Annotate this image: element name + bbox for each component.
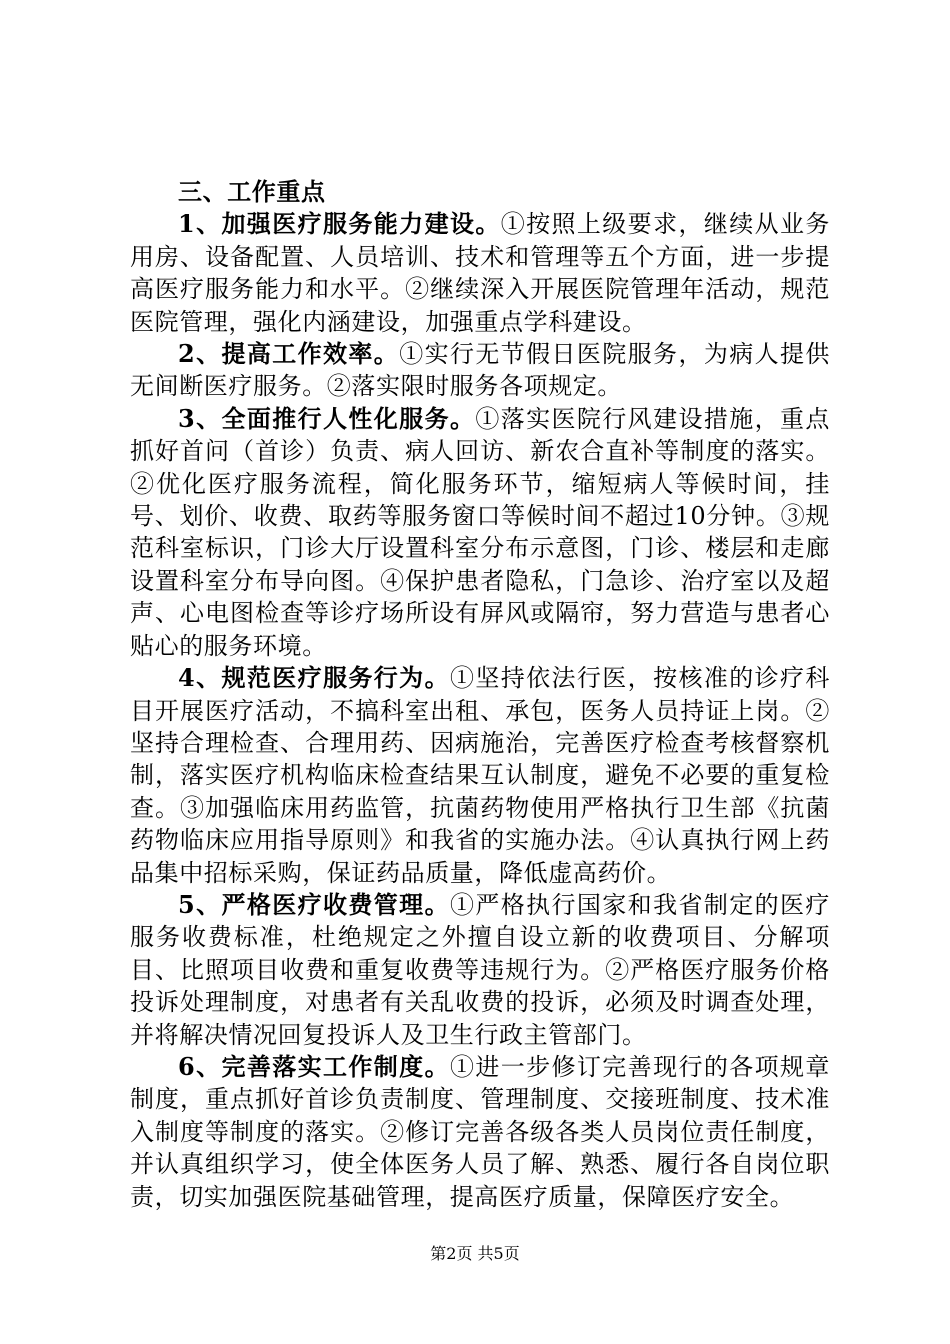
paragraph-5-body: ①严格执行国家和我省制定的医疗服务收费标准，杜绝规定之外擅自设立新的收费项目、分解项目、比照项目收费和重复收费等违规行为。②严格医疗服务价格投诉处理制度，对患者有关乱收费的投诉，必须及时调查处理，并将解决情况回复投诉人及卫生行政主管部门。 (130, 890, 830, 1049)
paragraph-3-body: ①落实医院行风建设措施，重点抓好首问（首诊）负责、病人回访、新农合直补等制度的落实。②优化医疗服务流程，简化服务环节，缩短病人等候时间，挂号、划价、收费、取药等服务窗口等候时间不超过10分钟。③规范科室标识，门诊大厅设置科室分布示意图，门诊、楼层和走廊设置科室分布导向图。④保护患者隐私，门急诊、治疗室以及超声、心电图检查等诊疗场所设有屏风或隔帘，努力营造与患者心贴心的服务环境。 (130, 404, 830, 660)
page-footer: 第2页 共5页 (430, 1244, 520, 1263)
paragraph-5 (130, 889, 830, 1051)
section-heading: 三、工作重点 (178, 177, 326, 206)
paragraph-4-lead: 4、规范医疗服务行为。 (178, 663, 450, 693)
paragraph-5-lead: 5、严格医疗收费管理。 (178, 889, 450, 919)
paragraph-2 (130, 338, 830, 403)
paragraph-1 (130, 208, 830, 338)
paragraph-1-body: ①按照上级要求，继续从业务用房、设备配置、人员培训、技术和管理等五个方面，进一步提高医疗服务能力和水平。②继续深入开展医院管理年活动，规范医院管理，强化内涵建设，加强重点学科建设。 (130, 210, 830, 336)
paragraph-3 (130, 403, 830, 662)
paragraph-6-lead: 6、完善落实工作制度。 (178, 1051, 450, 1081)
paragraph-6 (130, 1051, 830, 1213)
paragraph-4 (130, 662, 830, 889)
document-body (130, 176, 830, 1213)
paragraph-1-lead: 1、加强医疗服务能力建设。 (178, 209, 501, 239)
paragraph-2-body: ①实行无节假日医院服务，为病人提供无间断医疗服务。②落实限时服务各项规定。 (130, 340, 830, 401)
paragraph-2-lead: 2、提高工作效率。 (178, 339, 400, 369)
paragraph-4-body: ①坚持依法行医，按核准的诊疗科目开展医疗活动，不搞科室出租、承包，医务人员持证上岗。②坚持合理检查、合理用药、因病施治，完善医疗检查考核督察机制，落实医疗机构临床检查结果互认制度，避免不必要的重复检查。③加强临床用药监管，抗菌药物使用严格执行卫生部《抗菌药物临床应用指导原则》和我省的实施办法。④认真执行网上药品集中招标采购，保证药品质量，降低虚高药价。 (130, 664, 830, 887)
paragraph-6-body: ①进一步修订完善现行的各项规章制度，重点抓好首诊负责制度、管理制度、交接班制度、技术准入制度等制度的落实。②修订完善各级各类人员岗位责任制度，并认真组织学习，使全体医务人员了解、熟悉、履行各自岗位职责，切实加强医院基础管理，提高医疗质量，保障医疗安全。 (130, 1052, 830, 1211)
paragraph-3-lead: 3、全面推行人性化服务。 (178, 403, 476, 433)
